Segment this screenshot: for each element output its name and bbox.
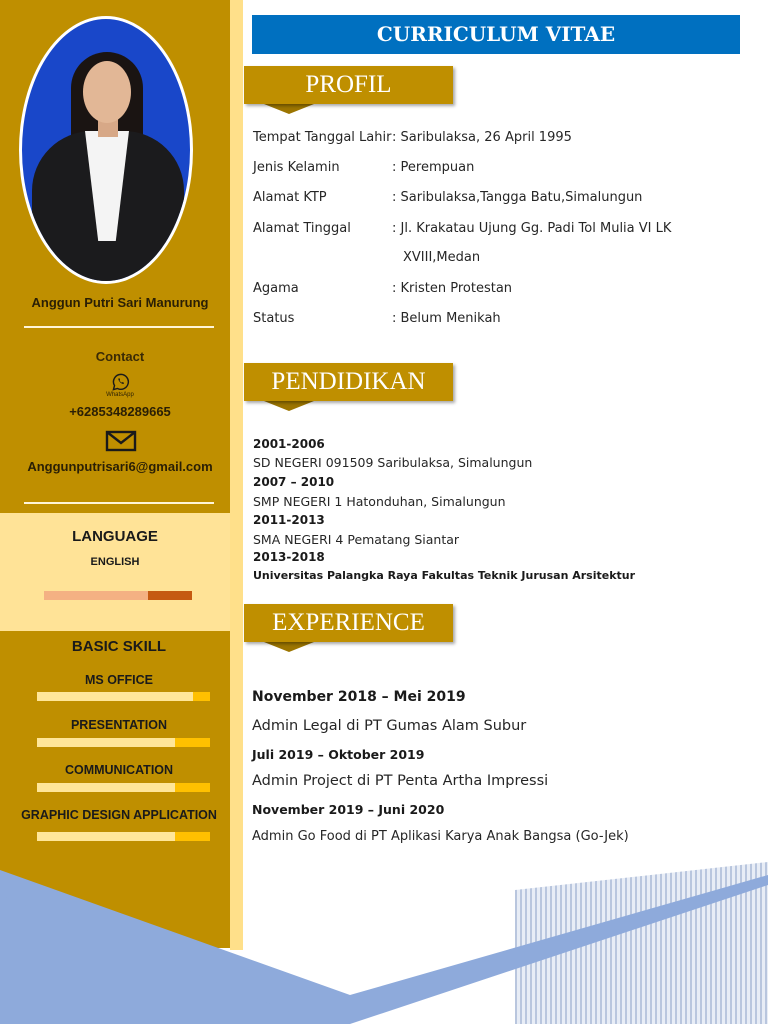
experience-period: November 2019 – Juni 2020	[252, 802, 445, 817]
profile-label: Jenis Kelamin	[253, 160, 340, 175]
education-school: SMP NEGERI 1 Hatonduhan, Simalungun	[253, 494, 506, 509]
experience-role: Admin Project di PT Penta Artha Impressi	[252, 773, 549, 789]
profile-value: : Saribulaksa,Tangga Batu,Simalungun	[392, 190, 643, 205]
experience-role: Admin Go Food di PT Aplikasi Karya Anak Bangsa (Go-Jek)	[252, 829, 629, 844]
skill-name: MS OFFICE	[84, 673, 154, 687]
skill-name: PRESENTATION	[70, 718, 168, 732]
education-school: SMA NEGERI 4 Pematang Siantar	[253, 532, 460, 547]
profile-value: : Saribulaksa, 26 April 1995	[392, 130, 572, 145]
profile-value: : Kristen Protestan	[392, 281, 513, 296]
skill-name: GRAPHIC DESIGN APPLICATION	[21, 808, 217, 822]
section-title: PENDIDIKAN	[271, 368, 426, 395]
section-title: PROFIL	[305, 71, 392, 98]
email-address[interactable]: Anggunputrisari6@gmail.com	[27, 459, 213, 474]
phone-number[interactable]: +6285348289665	[69, 404, 171, 419]
person-name: Anggun Putri Sari Manurung	[31, 295, 209, 310]
section-header-education	[244, 363, 453, 407]
profile-value: : Belum Menikah	[392, 311, 501, 326]
profile-label: Status	[253, 311, 295, 326]
section-header-profile	[244, 66, 453, 110]
experience-period: November 2018 – Mei 2019	[252, 689, 466, 705]
education-years: 2011-2013	[253, 513, 325, 527]
education-years: 2001-2006	[253, 437, 325, 451]
education-years: 2007 – 2010	[253, 475, 335, 489]
experience-role: Admin Legal di PT Gumas Alam Subur	[252, 718, 527, 734]
skills-heading: BASIC SKILL	[71, 638, 167, 655]
profile-label: Alamat KTP	[253, 190, 327, 205]
experience-period: Juli 2019 – Oktober 2019	[252, 747, 425, 762]
profile-label: Agama	[253, 281, 299, 296]
whatsapp-label: WhatsApp	[106, 392, 134, 398]
profile-value: : Jl. Krakatau Ujung Gg. Padi Tol Mulia VI LK	[392, 221, 672, 236]
document-title: CURRICULUM VITAE	[252, 15, 740, 54]
contact-heading: Contact	[95, 349, 145, 364]
section-title: EXPERIENCE	[272, 609, 425, 636]
education-school: Universitas Palangka Raya Fakultas Teknik Jurusan Arsitektur	[253, 569, 636, 582]
education-school: SD NEGERI 091509 Saribulaksa, Simalungun	[253, 455, 533, 470]
skill-name: COMMUNICATION	[64, 763, 174, 777]
profile-value-continued: XVIII,Medan	[403, 250, 481, 265]
language-name: ENGLISH	[90, 556, 140, 568]
section-header-experience	[244, 604, 453, 648]
profile-label: Tempat Tanggal Lahir	[253, 130, 392, 145]
profile-value: : Perempuan	[392, 160, 475, 175]
profile-label: Alamat Tinggal	[253, 221, 351, 236]
language-heading: LANGUAGE	[72, 528, 158, 545]
education-years: 2013-2018	[253, 550, 325, 564]
